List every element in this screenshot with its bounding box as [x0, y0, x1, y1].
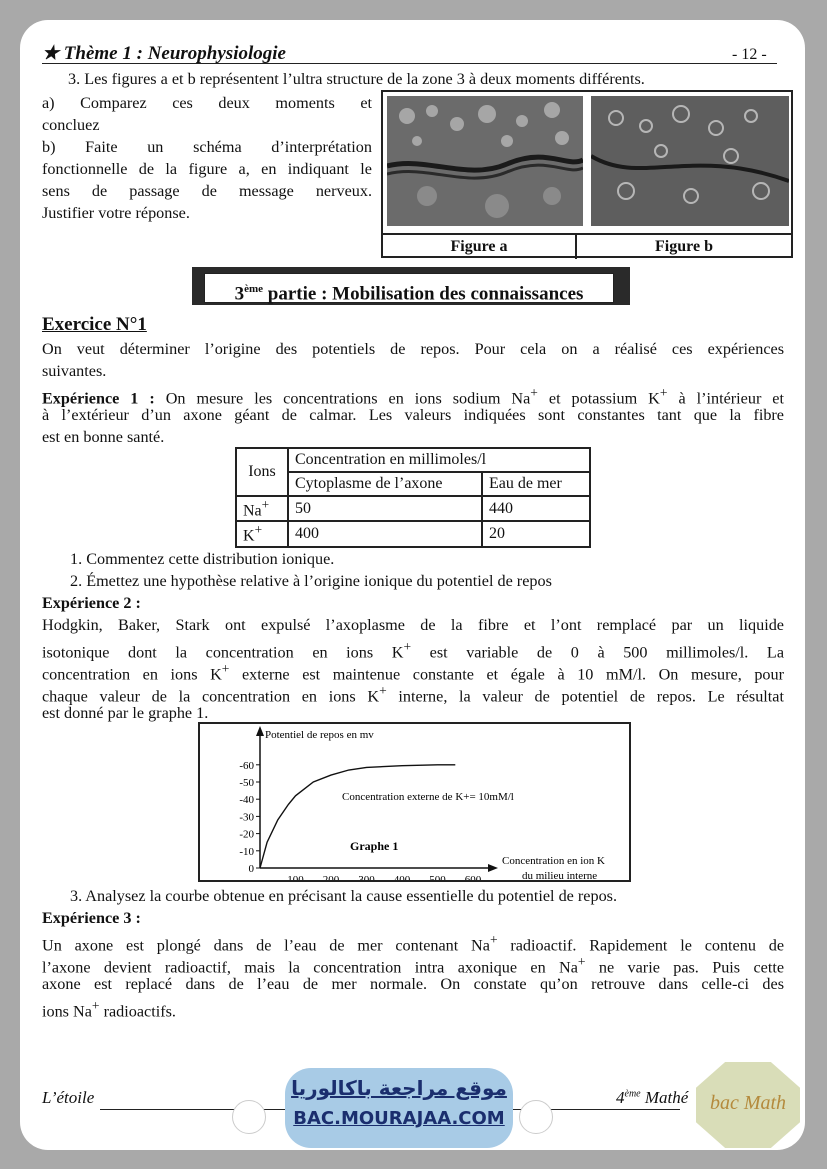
header-rule [42, 63, 777, 64]
q3-b-line3: sens de passage de message nerveux. [42, 182, 372, 200]
ion-name: Na [243, 502, 262, 520]
exercise-intro-2: suivantes. [42, 362, 107, 380]
y-tick-label: 0 [248, 863, 254, 875]
exp2-l3a: concentration en ions K [42, 665, 222, 684]
x-tick-label: 200 [322, 874, 340, 880]
x-tick-label: 600 [464, 874, 482, 880]
ion-charge: + [254, 522, 263, 538]
part-banner [204, 273, 614, 303]
graph-svg [200, 724, 629, 880]
badge-logo-right-icon [519, 1100, 553, 1134]
graph-title: Graphe 1 [350, 839, 399, 853]
x-tick-label: 400 [393, 874, 411, 880]
part-number: 3 [234, 283, 245, 305]
plus-sup: + [659, 385, 668, 400]
footer-sup: ème [624, 1088, 641, 1100]
exp1-line3: est en bonne santé. [42, 428, 165, 446]
figure-b-caption: Figure b [577, 233, 791, 259]
question-2: 2. Émettez une hypothèse relative à l’origine ionique du potentiel de repos [70, 572, 552, 590]
exp2-line1: Hodgkin, Baker, Stark ont expulsé l’axoplasme de la fibre et l’ont remplacé par un liquide [42, 616, 784, 634]
q3-intro: 3. Les figures a et b représentent l’ultra structure de la zone 3 à deux moments différents. [68, 70, 645, 88]
col-mer-header: Eau de mer [482, 472, 590, 496]
exp2-line5: est donné par le graphe 1. [42, 704, 209, 722]
site-name-arabic[interactable]: موقع مراجعة باكالوريا [291, 1076, 507, 1100]
bac-math-logo-text: bac Math [709, 1092, 787, 1114]
ion-cell [236, 496, 288, 521]
exp2-l2b: est variable de 0 à 500 millimoles/l. La [411, 643, 785, 662]
figure-b-image [591, 96, 789, 226]
mer-cell: 20 [482, 521, 590, 546]
part-title: partie : Mobilisation des connaissances [263, 283, 584, 305]
x-tick-label: 100 [287, 874, 304, 880]
exp3-line3: axone est replacé dans de l’eau de mer normale. On constate qu’on retrouve dans celle-ci des [42, 975, 784, 993]
footer-right [616, 1088, 688, 1108]
exp2-l4a: chaque valeur de la concentration en ions K [42, 687, 380, 706]
footer-num: 4 [616, 1088, 625, 1107]
cyto-cell: 50 [288, 496, 482, 521]
ion-charge: + [261, 497, 270, 512]
ion-cell [236, 521, 288, 546]
y-tick-label: -40 [239, 794, 254, 807]
exp3-l4a: ions Na [42, 1002, 92, 1021]
exp3-l1a: Un axone est plongé dans de l’eau de mer contenant Na [42, 936, 490, 955]
plus-sup: + [489, 932, 498, 947]
ion-table-wrap [235, 447, 591, 548]
y-tick-label: -20 [239, 828, 254, 841]
cyto-cell: 400 [288, 521, 482, 546]
footer-text: Mathé [640, 1088, 689, 1107]
star-icon: ★ [42, 43, 60, 64]
question-3: 3. Analysez la courbe obtenue en précisant la cause essentielle du potentiel de repos. [70, 887, 618, 905]
plus-sup: + [91, 998, 100, 1013]
x-tick-label: 300 [358, 874, 375, 880]
exp2-label: Expérience 2 : [42, 594, 141, 612]
exp3-label: Expérience 3 : [42, 909, 141, 927]
ion-table [235, 447, 591, 548]
exercise-intro-1: On veut déterminer l’origine des potentiels de repos. Pour cela on a réalisé ces expériences [42, 340, 784, 358]
conc-header: Concentration en millimoles/l [288, 448, 590, 472]
footer-left: L’étoile [42, 1088, 95, 1107]
badge-logo-left-icon [232, 1100, 266, 1134]
y-tick-label: -50 [239, 777, 254, 789]
x-axis-arrow [488, 864, 498, 872]
page-number: - 12 - [732, 46, 767, 63]
plus-sup: + [379, 683, 387, 698]
exp3-line4 [42, 995, 176, 1022]
exp1-label: Expérience 1 : [42, 389, 155, 408]
plus-sup: + [403, 639, 412, 654]
annotation: Concentration externe de K+= 10mM/l [342, 791, 514, 803]
exp1-text-b: et potassium K [537, 389, 660, 408]
q3-b-line4: Justifier votre réponse. [42, 204, 190, 222]
x-axis-label-2: du milieu interne [522, 870, 598, 880]
figure-a-image [387, 96, 583, 226]
y-axis-label: Potentiel de repos en mv [265, 729, 374, 741]
q3-b-line2: fonctionnelle de la figure a, en indiquant le [42, 160, 372, 178]
exp3-l2a: l’axone devient radioactif, mais la concentration intra axonique en Na [42, 958, 578, 977]
exp2-l3b: externe est maintenue constante et égale à 10 mM/l. On mesure, pour [229, 665, 784, 684]
col-cyto-header: Cytoplasme de l’axone [288, 472, 482, 496]
exp1-text-a: On mesure les concentrations en ions sodium Na [154, 389, 531, 408]
q3-b-line1: b) Faite un schéma d’interprétation [42, 138, 372, 156]
exp1-line2: à l’extérieur d’un axone géant de calmar. Les valeurs indiquées sont constantes tant que la fibre [42, 406, 784, 424]
table-row [236, 496, 590, 521]
y-tick-label: -30 [239, 811, 254, 824]
y-tick-label: -10 [239, 845, 254, 858]
figure-a-caption: Figure a [383, 233, 577, 259]
q3-a-line1: a) Comparez ces deux moments et [42, 94, 372, 112]
plus-sup: + [530, 385, 538, 400]
exp3-l2b: ne varie pas. Puis cette [585, 958, 785, 977]
ions-header: Ions [236, 448, 288, 496]
q3-a-line2: concluez [42, 116, 100, 134]
plus-sup: + [221, 661, 230, 676]
mer-cell: 440 [482, 496, 590, 521]
exp1-text-c: à l’intérieur et [667, 389, 784, 408]
header-theme [42, 42, 286, 65]
exp2-l4b: interne, la valeur de potentiel de repos. Le résultat [386, 687, 784, 706]
x-axis-label-1: Concentration en ion K [502, 855, 605, 867]
table-row [236, 521, 590, 546]
site-url-link[interactable]: BAC.MOURAJAA.COM [293, 1108, 505, 1129]
graph-1 [198, 722, 631, 882]
part-sup: ème [244, 283, 264, 295]
exp3-l1b: radioactif. Rapidement le contenu de [497, 936, 784, 955]
y-tick-label: -60 [239, 759, 254, 772]
x-tick-label: 500 [429, 874, 446, 880]
theme-title: Thème 1 : Neurophysiologie [63, 43, 286, 64]
figures-box [381, 90, 793, 258]
exercise-title: Exercice N°1 [42, 314, 147, 335]
y-axis-arrow [256, 726, 264, 736]
exp3-l4b: radioactifs. [99, 1002, 176, 1021]
document-page [20, 20, 805, 1150]
question-1: 1. Commentez cette distribution ionique. [70, 550, 335, 568]
plus-sup: + [577, 954, 586, 969]
ion-name: K [243, 527, 255, 545]
exp2-l2a: isotonique dont la concentration en ions K [42, 643, 404, 662]
